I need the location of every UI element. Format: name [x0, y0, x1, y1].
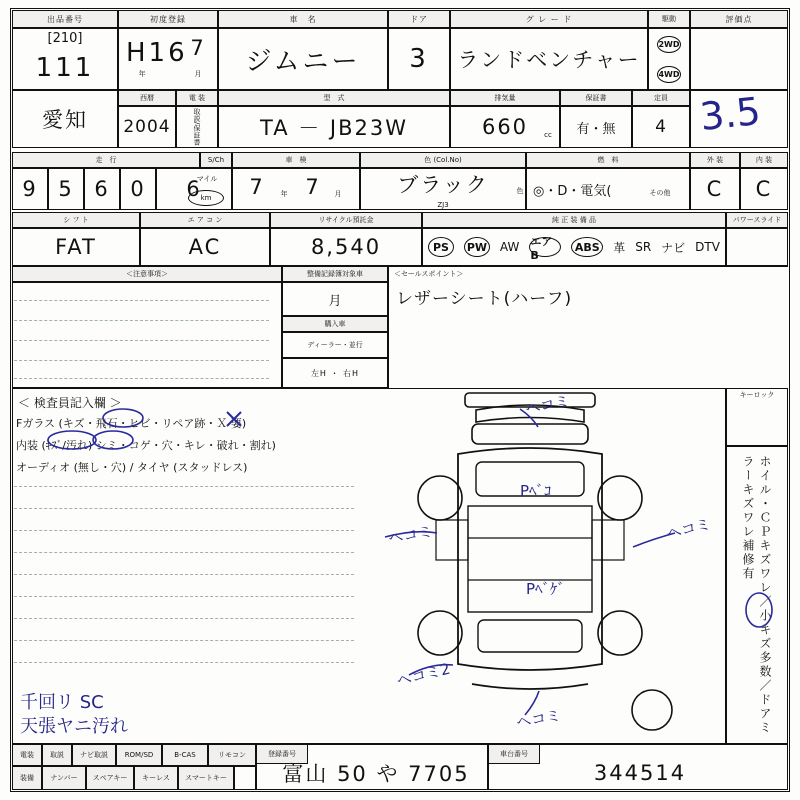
- shaken-year-label: 年: [280, 190, 288, 198]
- diagram-annotation-0: ヘコミ: [523, 391, 572, 419]
- fuel-other-label: その他: [649, 189, 671, 197]
- label-ac: エ ア コ ン: [140, 212, 270, 228]
- label-mileage: 走 行: [12, 152, 200, 168]
- option-dtv: DTV: [695, 240, 720, 254]
- label-shift: シ フ ト: [12, 212, 140, 228]
- footer-label-rom-sd: ROM/SD: [116, 744, 162, 766]
- shaken-month-label: 月: [334, 190, 342, 198]
- shift-cell: FAT: [12, 228, 140, 266]
- first-reg-year-label: 年: [138, 70, 146, 78]
- key-lock-label: キーロック: [739, 391, 775, 399]
- sales-point-value: レザーシート(ハーフ): [396, 288, 573, 309]
- dealer-cell: ディーラー・並行: [282, 332, 388, 358]
- score-cell: [690, 28, 788, 90]
- mileage-digit-5: 6: [156, 168, 232, 210]
- label-color: 色 (Col.No): [360, 152, 526, 168]
- inspector-line-2: 内装 (ｷｽﾞ/汚れ) シミ・コゲ・穴・キレ・破れ・割れ): [16, 439, 276, 452]
- mileage-unit-mile: マイル: [196, 175, 218, 183]
- label-interior: 内 装: [740, 152, 788, 168]
- label-model-code: 型 式: [218, 90, 450, 106]
- footer-label-denso: 電装: [12, 744, 42, 766]
- inspector-line-3: オーディオ (無し・穴) / タイヤ (スタッドレス): [16, 461, 248, 474]
- sales-point-box: [388, 266, 788, 388]
- footer-label-navi-manual: ナビ取説: [72, 744, 116, 766]
- caution-box: [12, 282, 282, 388]
- drive-2wd-badge: 2WD: [657, 36, 681, 53]
- label-exterior: 外 装: [690, 152, 740, 168]
- label-doors: ドア: [388, 10, 450, 28]
- doors-cell: 3: [388, 28, 450, 90]
- shaken-year-value: 7: [249, 175, 265, 199]
- option-ps: PS: [428, 237, 454, 257]
- label-first-reg: 初度登録: [118, 10, 218, 28]
- displacement-cell: 660: [450, 106, 560, 148]
- label-sales-point: ＜セールスポイント＞: [394, 270, 464, 278]
- interior-grade: C: [740, 168, 788, 210]
- pref-cell: 愛知: [12, 90, 118, 148]
- footer-label-manual: 取説: [42, 744, 72, 766]
- option-navi: ナビ: [661, 240, 686, 255]
- hand-note-2: 天張ヤニ汚れ: [20, 716, 128, 737]
- first-reg-month: 7: [190, 36, 206, 60]
- label-maintenance-record: 整備記録簿対象車: [282, 266, 388, 282]
- label-grade: グ レ ー ド: [450, 10, 648, 28]
- right-notes-box: ホイル・ＣＰキズワレ／小キズ多数／ドアミラーキズワレ補修有: [726, 446, 788, 744]
- label-caution: ＜注意事項＞: [12, 266, 282, 282]
- option-abs: ABS: [571, 237, 603, 257]
- label-year: 西暦: [118, 90, 176, 106]
- label-lot-no: 出品番号: [12, 10, 118, 28]
- mileage-unit-km: km: [188, 190, 224, 206]
- footer-label-spare-key: スペアキー: [86, 766, 134, 790]
- vin-value: 344514: [593, 761, 687, 785]
- label-car-name: 車 名: [218, 10, 388, 28]
- option-pw: PW: [464, 237, 490, 257]
- label-seats: 定員: [632, 90, 690, 106]
- diagram-annotation-2: Pﾍﾞｺ: [520, 482, 552, 500]
- option-airbag: エアB: [529, 237, 561, 257]
- option-aw: AW: [499, 240, 520, 254]
- ac-cell: AC: [140, 228, 270, 266]
- fuel-cell: ◎・D・電気(: [526, 168, 690, 210]
- label-power-slide: パワースライド: [726, 212, 788, 228]
- first-reg-value: H16: [126, 38, 188, 68]
- label-denso: 電 装: [176, 90, 218, 106]
- handle-cell: 左H ・ 右H: [282, 358, 388, 388]
- option-sunroof: SR: [635, 240, 652, 254]
- inspector-line-1: Fガラス (キズ・飛石・ヒビ・リペア跡・Ｘ 要): [16, 417, 247, 430]
- drive-cell: [648, 28, 690, 90]
- options-cell: [422, 228, 726, 266]
- plate-value: 富山 50 や 7705: [282, 762, 470, 786]
- label-score: 評価点: [690, 10, 788, 28]
- drive-4wd-badge: 4WD: [657, 66, 681, 83]
- maintenance-month-cell: 月: [282, 282, 388, 316]
- color-tag: 色: [516, 187, 524, 195]
- warranty-cell: 有・無: [560, 106, 632, 148]
- exterior-grade: C: [690, 168, 740, 210]
- footer-blank-cell: [234, 766, 256, 790]
- label-fuel: 燃 料: [526, 152, 690, 168]
- footer-label-bcas: B-CAS: [162, 744, 208, 766]
- mileage-digit-1: 9: [12, 168, 48, 210]
- label-options: 純 正 装 備 品: [422, 212, 726, 228]
- label-recycle: リサイクル預託金: [270, 212, 422, 228]
- label-warranty: 保証書: [560, 90, 632, 106]
- year-cell: 2004: [118, 106, 176, 148]
- denso-cell: 取説/保証書: [176, 106, 218, 148]
- first-reg-month-label: 月: [194, 70, 202, 78]
- car-name-cell: ジムニー: [218, 28, 388, 90]
- label-shaken: 車 検: [232, 152, 360, 168]
- score-handwritten: 3.5: [697, 88, 763, 140]
- lot-no-value: 111: [35, 53, 95, 83]
- mileage-digit-4: 0: [120, 168, 156, 210]
- recycle-cell: 8,540: [270, 228, 422, 266]
- car-diagram: [380, 388, 710, 738]
- diagram-annotation-6: ヘコミ: [514, 706, 563, 732]
- diagram-annotation-4: ヘコミ: [664, 514, 713, 544]
- model-code-cell: TA － JB23W: [218, 106, 450, 148]
- footer-label-smart-key: スマートキー: [178, 766, 234, 790]
- label-plate: 登録番号: [256, 744, 308, 764]
- power-slide-cell: [726, 228, 788, 266]
- footer-label-keyless: キーレス: [134, 766, 178, 790]
- displacement-unit: cc: [544, 131, 552, 139]
- footer-label-remote: リモコン: [208, 744, 256, 766]
- mileage-digit-3: 6: [84, 168, 120, 210]
- footer-label-number: ナンバー: [42, 766, 86, 790]
- label-drive: 駆動: [648, 10, 690, 28]
- diagram-annotation-5: ヘコミ2: [394, 659, 453, 691]
- mileage-digit-2: 5: [48, 168, 84, 210]
- label-mileage-flag: S/Ch: [200, 152, 232, 168]
- hand-note-1: 千回リ SC: [20, 692, 104, 713]
- footer-label-equipment: 装備: [12, 766, 42, 790]
- grade-cell: ランドベンチャー: [450, 28, 648, 90]
- diagram-annotation-3: Pﾍﾞｹﾞ: [526, 580, 566, 598]
- inspector-title: ＜ 検査員記入欄 ＞: [18, 395, 122, 410]
- shaken-month-value: 7: [305, 175, 321, 199]
- diagram-annotation-1: ヘコミ: [386, 522, 435, 548]
- lot-no-bracket: [210]: [47, 30, 83, 46]
- color-cell: ブラック ZJ3: [360, 168, 526, 210]
- label-displacement: 排気量: [450, 90, 560, 106]
- option-leather: 革: [613, 240, 626, 255]
- label-purchase: 購入車: [282, 316, 388, 332]
- label-vin: 車台番号: [488, 744, 540, 764]
- seats-cell: 4: [632, 106, 690, 148]
